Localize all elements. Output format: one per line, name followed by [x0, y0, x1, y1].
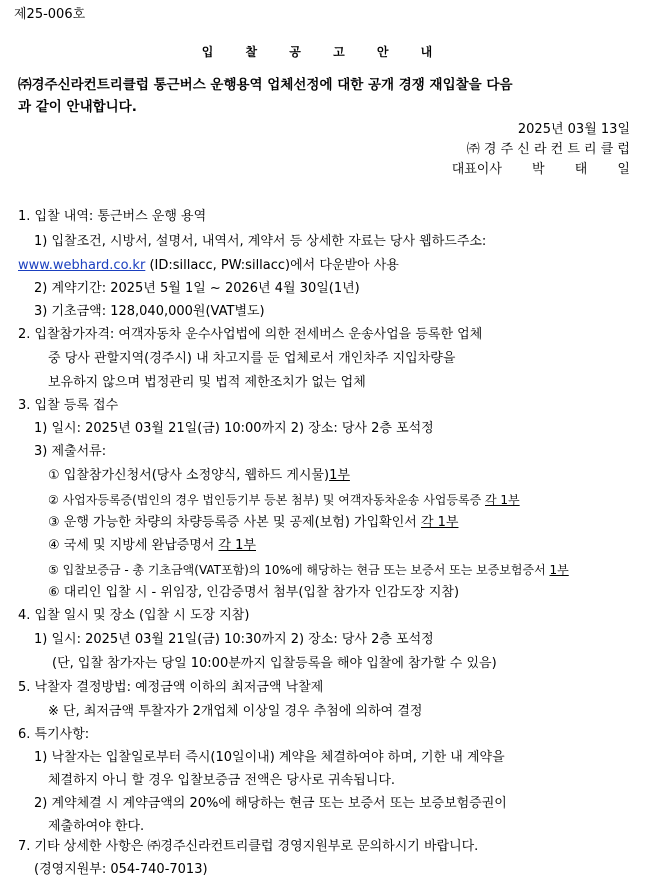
section-4-heading: 4. 입찰 일시 및 장소 (입찰 시 도장 지참) [18, 608, 250, 623]
page-title: 입 찰 공 고 안 내 [201, 45, 447, 59]
section-7-heading: 7. 기타 상세한 사항은 ㈜경주신라컨트리클럽 경영지원부로 문의하시기 바랍니다. [18, 839, 479, 854]
section-3-item-3: 3) 제출서류: [34, 444, 107, 459]
document-item-3: ③ 운행 가능한 차량의 차량등록증 사본 및 공제(보험) 가입확인서 각 1부 [48, 515, 459, 530]
section-5-note: ※ 단, 최저금액 투찰자가 2개업체 이상일 경우 추첨에 의하여 결정 [48, 704, 423, 719]
section-3-heading: 3. 입찰 등록 접수 [18, 398, 119, 413]
intro-line-2: 과 같이 안내합니다. [18, 99, 137, 115]
issue-date: 2025년 03월 13일 [517, 122, 630, 137]
issuer-company: ㈜ 경 주 신 라 컨 트 리 클 럽 [466, 142, 630, 157]
issuer-representative: 대표이사 박 태 일 [451, 162, 630, 177]
document-item-1-count: 1부 [329, 468, 350, 483]
contact-phone: (경영지원부: 054-740-7013) [34, 862, 208, 877]
document-item-5-count: 1부 [549, 563, 569, 577]
document-item-4-count: 각 1부 [218, 538, 256, 553]
section-6-item-1-b: 체결하지 아니 할 경우 입찰보증금 전액은 당사로 귀속됩니다. [48, 773, 396, 788]
section-4-note: (단, 입찰 참가자는 당일 10:00분까지 입찰등록을 해야 입찰에 참가할 수 있음) [52, 656, 497, 671]
section-2-line-2: 중 당사 관할지역(경주시) 내 차고지를 둔 업체로서 개인차주 지입차량을 [48, 351, 456, 366]
document-number: 제25-006호 [14, 7, 86, 22]
section-1-item-1-cont [18, 257, 399, 275]
document-item-2: ② 사업자등록증(법인의 경우 법인등기부 등본 첨부) 및 여객자동차운송 사업등록증 각 1부 [48, 493, 520, 507]
section-3-item-1: 1) 일시: 2025년 03월 21일(금) 10:00까지 2) 장소: 당사 2층 포석정 [34, 421, 434, 436]
section-6-item-2-a: 2) 계약체결 시 계약금액의 20%에 해당하는 현금 또는 보증서 또는 보증보험증권이 [34, 796, 507, 811]
section-2-line-3: 보유하지 않으며 법정관리 및 법적 제한조치가 없는 업체 [48, 375, 366, 390]
section-6-item-1-a: 1) 낙찰자는 입찰일로부터 즉시(10일이내) 계약을 체결하여야 하며, 기한 내 계약을 [34, 750, 505, 765]
document-item-3-count: 각 1부 [420, 515, 459, 530]
section-4-item-1: 1) 일시: 2025년 03월 21일(금) 10:30까지 2) 장소: 당사 2층 포석정 [34, 632, 434, 647]
document-item-1: ① 입찰참가신청서(당사 소정양식, 웹하드 게시물)1부 [48, 468, 350, 483]
section-1-heading: 1. 입찰 내역: 통근버스 운행 용역 [18, 209, 207, 224]
section-2-heading: 2. 입찰참가자격: 여객자동차 운수사업법에 의한 전세버스 운송사업을 등록한 업체 [18, 327, 483, 342]
document-item-5: ⑤ 입찰보증금 - 총 기초금액(VAT포함)의 10%에 해당하는 현금 또는 보증서 또는 보증보험증서 1부 [48, 563, 569, 577]
section-1-item-3: 3) 기초금액: 128,040,000원(VAT별도) [34, 304, 265, 319]
webhard-credentials: (ID:sillacc, PW:sillacc)에서 다운받아 사용 [145, 258, 399, 273]
intro-line-1: ㈜경주신라컨트리클럽 통근버스 운행용역 업체선정에 대한 공개 경쟁 재입찰을 다음 [18, 77, 513, 93]
document-item-6: ⑥ 대리인 입찰 시 - 위임장, 인감증명서 첨부(입찰 참가자 인감도장 지참) [48, 585, 460, 600]
document-item-4: ④ 국세 및 지방세 완납증명서 각 1부 [48, 538, 256, 553]
section-6-item-2-b: 제출하여야 한다. [48, 819, 145, 834]
section-6-heading: 6. 특기사항: [18, 727, 90, 742]
webhard-link[interactable]: www.webhard.co.kr [18, 258, 146, 273]
document-item-2-count: 각 1부 [485, 493, 520, 507]
section-1-item-2: 2) 계약기간: 2025년 5월 1일 ~ 2026년 4월 30일(1년) [34, 281, 360, 296]
section-5-heading: 5. 낙찰자 결정방법: 예정금액 이하의 최저금액 낙찰제 [18, 680, 324, 695]
section-1-item-1: 1) 입찰조건, 시방서, 설명서, 내역서, 계약서 등 상세한 자료는 당사 웹하드주소: [34, 234, 487, 249]
